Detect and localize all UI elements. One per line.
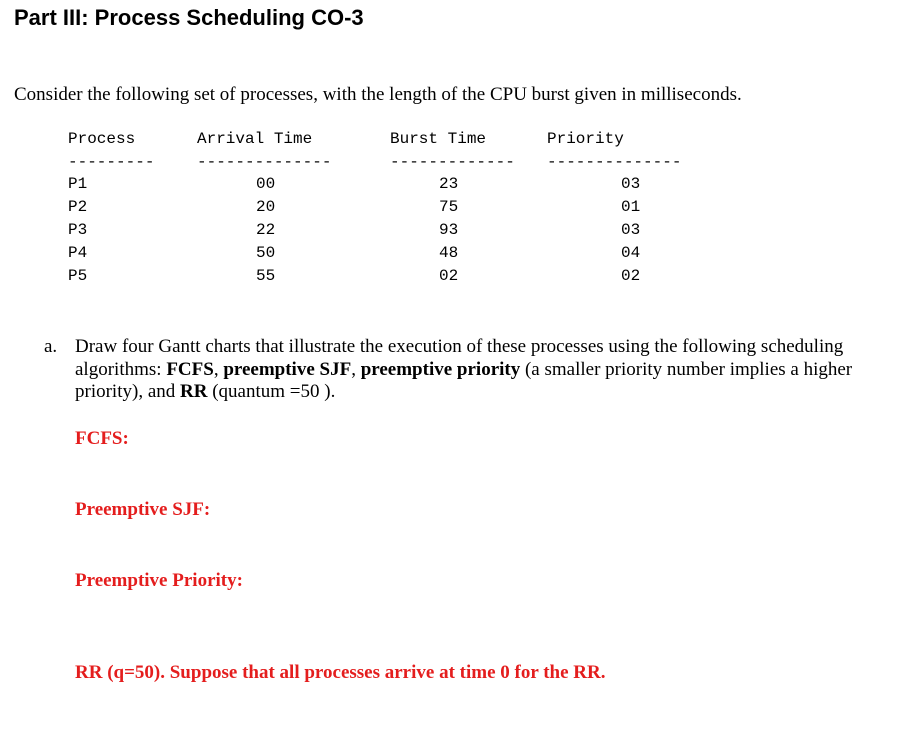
cell-arrival: 20	[256, 198, 276, 216]
question-text-part: Draw four Gantt charts that illustrate the execution of these processes using the following scheduling algorithms:	[75, 336, 844, 380]
cell-burst: 02	[439, 267, 459, 285]
fcfs-label: FCFS:	[75, 428, 129, 449]
cell-priority: 02	[621, 267, 641, 285]
cell-process: P3	[68, 221, 88, 239]
page-title: Part III: Process Scheduling CO-3	[14, 5, 364, 30]
table-row	[0, 198, 922, 220]
question-text	[75, 336, 905, 404]
preemptive-sjf-label: Preemptive SJF:	[75, 499, 211, 520]
table-row	[0, 221, 922, 243]
preemptive-priority-label: Preemptive Priority:	[75, 570, 243, 591]
dash-priority: --------------	[547, 153, 682, 171]
cell-arrival: 00	[256, 175, 276, 193]
question-text-part: (quantum =50 ).	[207, 381, 336, 402]
question-marker: a.	[44, 336, 58, 357]
term-preemptive-sjf: preemptive SJF	[223, 358, 352, 380]
cell-arrival: 50	[256, 244, 276, 262]
term-preemptive-priority: preemptive priority	[360, 358, 521, 380]
dash-arrival-time: --------------	[197, 153, 332, 171]
cell-burst: 48	[439, 244, 459, 262]
separator: ,	[213, 358, 224, 380]
term-fcfs: FCFS	[166, 358, 214, 380]
table-row	[0, 267, 922, 289]
dash-burst-time: -------------	[390, 153, 515, 171]
cell-burst: 93	[439, 221, 459, 239]
cell-priority: 04	[621, 244, 641, 262]
table-row	[0, 244, 922, 266]
table-row	[0, 175, 922, 197]
rr-label: RR (q=50). Suppose that all processes arrive at time 0 for the RR.	[75, 662, 606, 683]
header-priority: Priority	[547, 130, 624, 148]
cell-burst: 23	[439, 175, 459, 193]
separator: ,	[351, 358, 361, 380]
cell-process: P5	[68, 267, 88, 285]
cell-process: P1	[68, 175, 88, 193]
cell-arrival: 55	[256, 267, 276, 285]
header-process: Process	[68, 130, 136, 148]
cell-priority: 03	[621, 175, 641, 193]
cell-process: P2	[68, 198, 88, 216]
dash-process: ---------	[68, 153, 155, 171]
cell-process: P4	[68, 244, 88, 262]
cell-priority: 03	[621, 221, 641, 239]
intro-text: Consider the following set of processes, with the length of the CPU burst given in milliseconds.	[14, 84, 742, 105]
header-burst-time: Burst Time	[390, 130, 487, 148]
cell-priority: 01	[621, 198, 641, 216]
term-rr: RR	[180, 381, 208, 402]
cell-burst: 75	[439, 198, 459, 216]
cell-arrival: 22	[256, 221, 276, 239]
question-text-part: (a smaller priority number implies a higher priority), and	[75, 358, 853, 402]
header-arrival-time: Arrival Time	[197, 130, 313, 148]
